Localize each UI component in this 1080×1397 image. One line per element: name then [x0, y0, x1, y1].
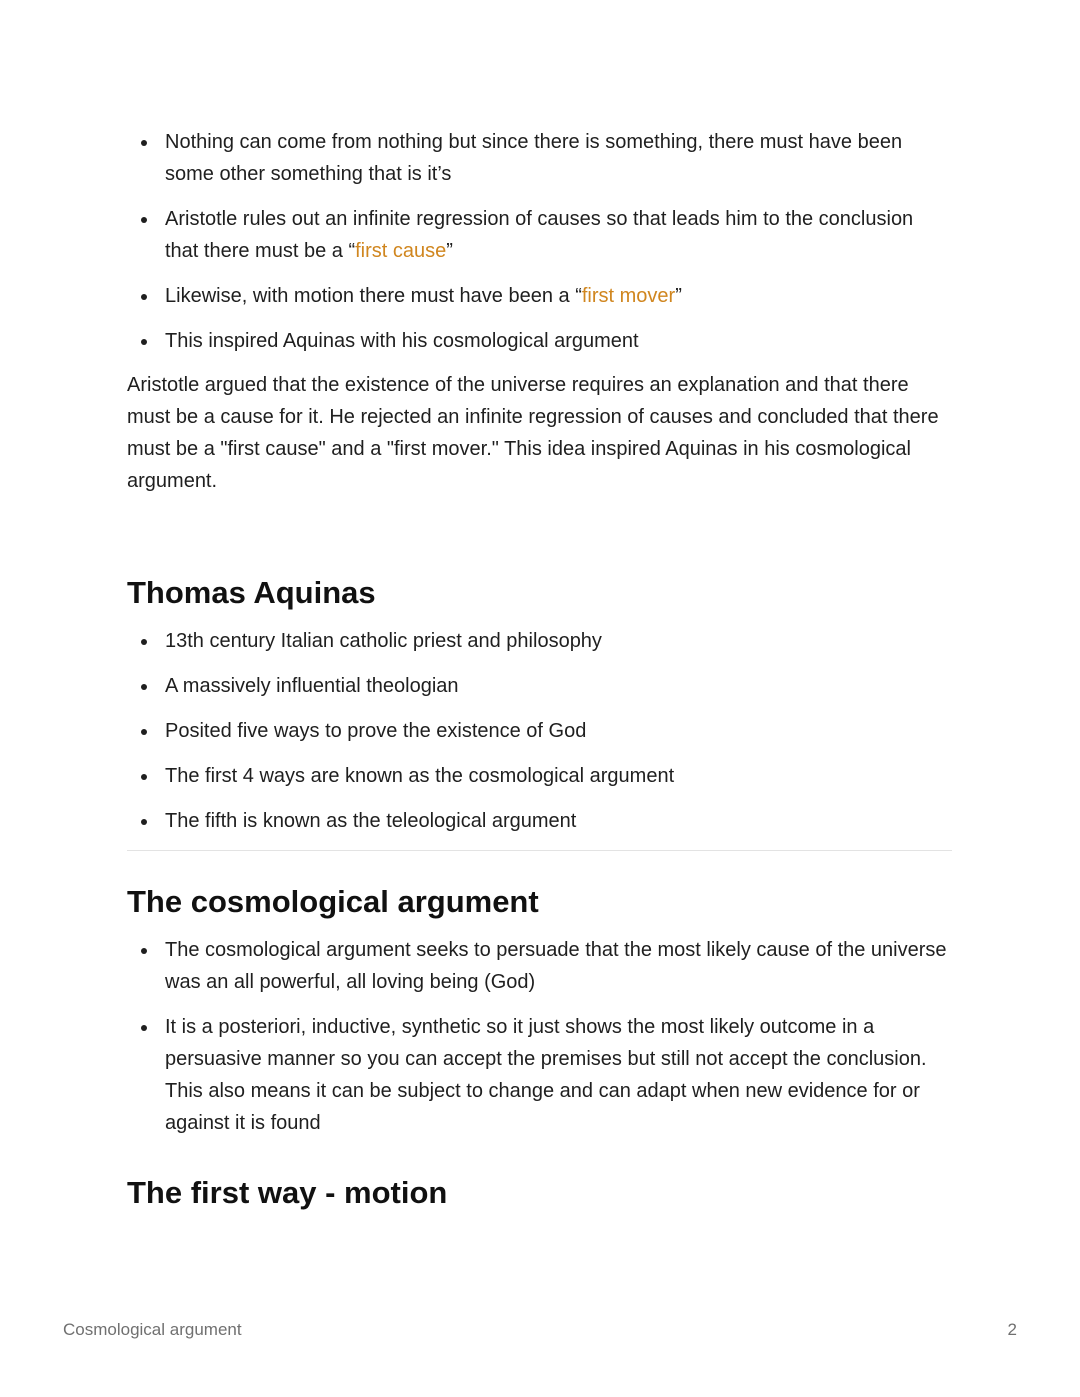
cosmological-bullet-list [127, 934, 952, 1139]
list-item [127, 805, 952, 837]
bullet-text: It is a posteriori, inductive, synthetic so it just shows the most likely outcome in a persuasive manner so you can accept the premises but still not accept the conclusion. This also means it can be subject to change and can adapt when new evidence for or against it is found [165, 1016, 927, 1134]
bullet-text: ” [446, 240, 453, 262]
bullet-text: Aristotle rules out an infinite regression of causes so that leads him to the conclusion that there must be a “ [165, 208, 914, 262]
bullet-text: The first 4 ways are known as the cosmological argument [165, 765, 675, 787]
footer-document-title: Cosmological argument [63, 1320, 242, 1339]
list-item [127, 934, 952, 998]
section-heading-thomas-aquinas: Thomas Aquinas [127, 575, 376, 610]
intro-bullet-list [127, 126, 952, 357]
section-heading-first-way: The first way - motion [127, 1175, 448, 1210]
highlight-first-cause: first cause [355, 240, 447, 262]
list-item [127, 325, 952, 357]
list-item [127, 625, 952, 657]
list-item [127, 280, 952, 312]
bullet-text: This inspired Aquinas with his cosmological argument [165, 330, 639, 352]
bullet-text: Posited five ways to prove the existence of God [165, 720, 587, 742]
list-item [127, 1011, 952, 1139]
page-content [127, 126, 952, 1213]
bullet-text: Likewise, with motion there must have been a “ [165, 285, 582, 307]
aquinas-bullet-list [127, 625, 952, 837]
list-item [127, 126, 952, 190]
bullet-text: 13th century Italian catholic priest and philosophy [165, 630, 602, 652]
list-item [127, 203, 952, 267]
bullet-text: Nothing can come from nothing but since there is something, there must have been some other something that is it’s [165, 131, 903, 185]
highlight-first-mover: first mover [581, 285, 676, 307]
list-item [127, 715, 952, 747]
list-item [127, 670, 952, 702]
section-divider [127, 850, 952, 851]
summary-paragraph: Aristotle argued that the existence of the universe requires an explanation and that there must be a cause for it. He rejected an infinite regression of causes and concluded that there must be a "first cause" and a "first mover." This idea inspired Aquinas in his cosmological argument. [127, 374, 939, 492]
bullet-text: The fifth is known as the teleological argument [165, 810, 577, 832]
section-heading-cosmological-argument: The cosmological argument [127, 884, 539, 919]
bullet-text: A massively influential theologian [165, 675, 459, 697]
list-item [127, 760, 952, 792]
bullet-text: ” [675, 285, 682, 307]
bullet-text: The cosmological argument seeks to persuade that the most likely cause of the universe was an all powerful, all loving being (God) [165, 939, 947, 993]
footer-page-number: 2 [1007, 1320, 1017, 1339]
